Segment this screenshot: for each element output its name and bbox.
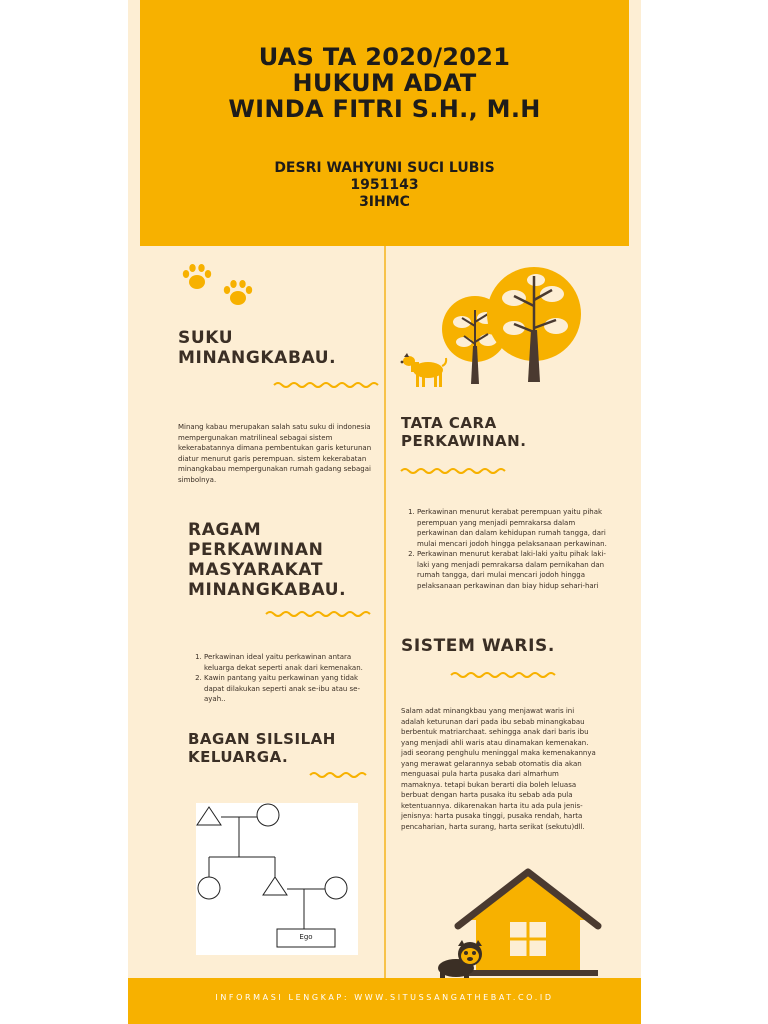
section-heading-bagan: BAGAN SILSILAH KELUARGA.: [188, 730, 336, 766]
paw-print-icon: [221, 278, 255, 308]
family-tree-diagram: [196, 803, 358, 955]
tree-icon: [486, 266, 582, 384]
section-heading-suku: SUKU MINANGKABAU.: [178, 328, 337, 368]
author-id: 1951143: [350, 177, 419, 193]
zigzag-divider: [274, 380, 378, 388]
footer-banner: [128, 978, 641, 1024]
list-item: 2. Perkawinan menurut kerabat laki-laki yaitu pihak laki-laki yang menjadi pemrakarsa dalam pernikahan dan rumah tangga, dari mulai mencari jodoh hingga pelaksanaan perkawinan dan biay hidup sehari-hari: [417, 549, 613, 591]
section-heading-tata: TATA CARA PERKAWINAN.: [401, 414, 527, 450]
tata-list: [404, 507, 613, 591]
pug-icon: [434, 938, 490, 982]
list-item: 1. Perkawinan menurut kerabat perempuan yaitu pihak perempuan yang menjadi pemrakarsa dalam perkawinan dan dalam kehidupan rumah tangga, dari mulai mencari jodoh hingga pelaksanaan perkawinan.: [417, 507, 613, 549]
zigzag-divider: [451, 670, 555, 678]
suku-paragraph: Minang kabau merupakan salah satu suku di indonesia mempergunakan matrilineal sebagai sistem kekerabatannya dimana pembentukan garis keturunan diatur menurut garis perempuan. sistem kekerabatan minangkabau mempergunakan rumah gadang sebagai simbolnya.: [178, 423, 372, 484]
zigzag-divider: [401, 466, 505, 474]
zigzag-divider: [310, 770, 366, 778]
list-item: 2. Kawin pantang yaitu perkawinan yang tidak dapat dilakukan seperti anak se-ibu atau se-ayah..: [204, 673, 379, 705]
column-divider: [384, 246, 386, 978]
author-class: 3IHMC: [359, 194, 410, 210]
section-heading-ragam: RAGAM PERKAWINAN MASYARAKAT MINANGKABAU.: [188, 520, 347, 600]
author-info: [140, 160, 629, 211]
footer-text: INFORMASI LENGKAP: WWW.SITUSSANGATHEBAT.CO.ID: [215, 993, 554, 1002]
section-heading-waris: SISTEM WARIS.: [401, 636, 555, 656]
ego-label: Ego: [299, 933, 313, 941]
page-title: UAS TA 2020/2021 HUKUM ADAT WINDA FITRI S.H., M.H: [228, 43, 541, 123]
infographic-poster: [128, 0, 641, 1024]
ragam-list: [191, 652, 379, 705]
header-banner: [140, 0, 629, 246]
waris-paragraph: Salam adat minangkbau yang menjawat waris ini adalah keturunan dari pada ibu sebab minangkabau berbentuk matriarchaat. sehingga anak dari baris ibu yang menjadi ahli waris atau dinamakan kemenakan. jadi seorang penghulu meninggal maka kemenakannya yang merawat gelarannya sebab otomatis dia akan menguasai pula harta pusaka dari almarhum mamaknya. tetapi bukan berarti dia boleh leluasa berbuat dengan harta pusaka itu sebab ada pula ketentuannya. dikarenakan harta itu ada pula jenis-jenisnya: harta pusaka tinggi, pusaka rendah, harta pencaharian, harta surang, harta serikat (sekutu)dll.: [401, 707, 596, 831]
dog-icon: [400, 352, 448, 390]
list-item: 1. Perkawinan ideal yaitu perkawinan antara keluarga dekat seperti anak dari kemenakan.: [204, 652, 379, 673]
paw-print-icon: [180, 262, 214, 292]
zigzag-divider: [266, 609, 370, 617]
author-name: DESRI WAHYUNI SUCI LUBIS: [274, 160, 495, 176]
